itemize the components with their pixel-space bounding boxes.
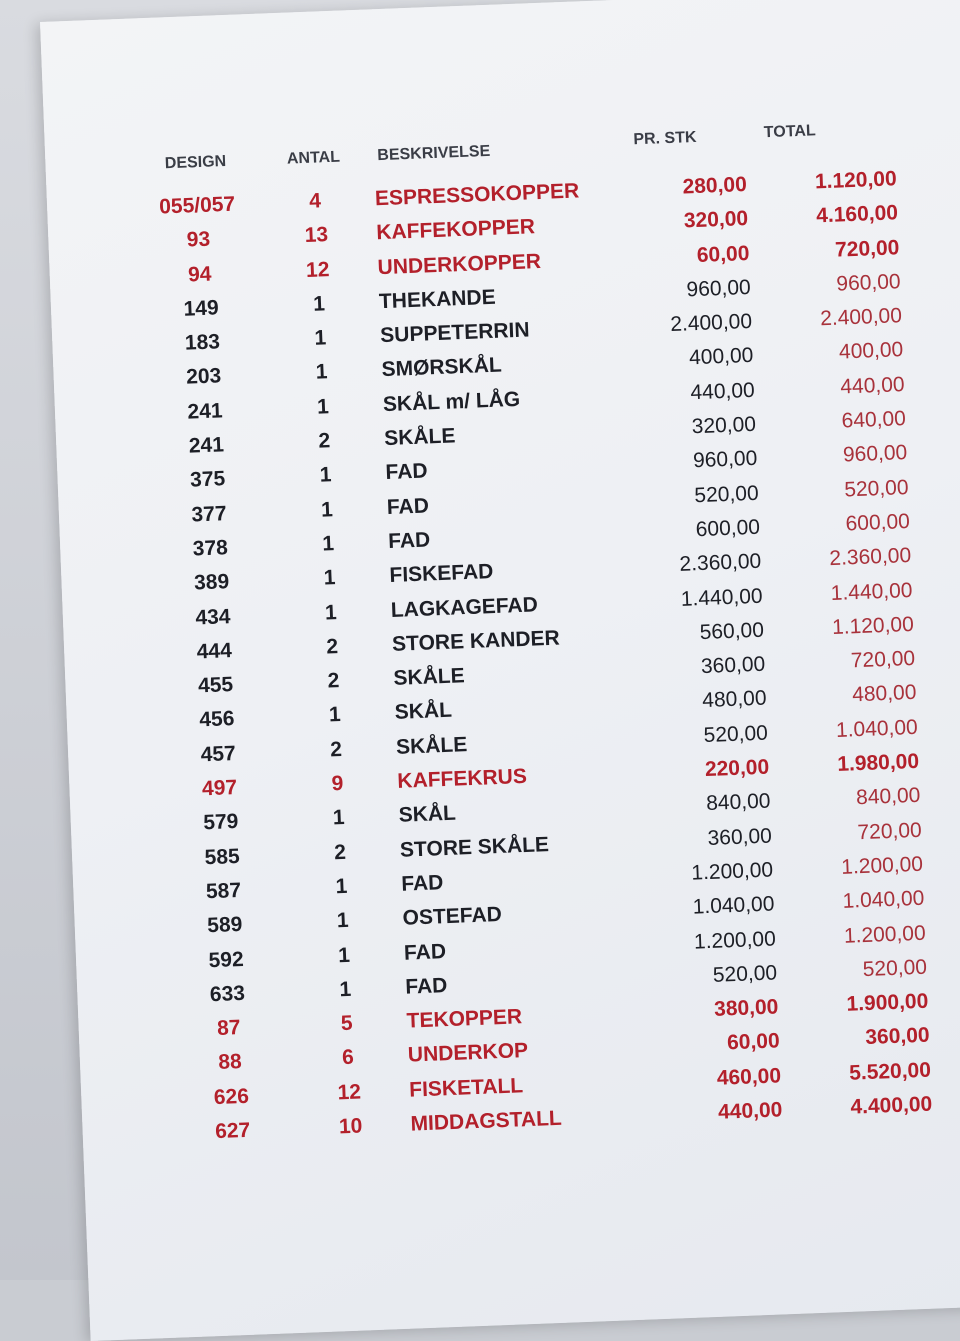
cell-pr-stk: 960,00 <box>686 275 752 302</box>
cell-design: 585 <box>204 844 241 869</box>
cell-pr-stk: 1.040,00 <box>692 892 775 919</box>
cell-beskrivelse: TEKOPPER <box>406 1005 523 1033</box>
cell-pr-stk: 440,00 <box>690 378 756 405</box>
cell-pr-stk: 220,00 <box>704 755 770 782</box>
cell-beskrivelse: LAGKAGEFAD <box>390 592 539 622</box>
cell-pr-stk: 440,00 <box>717 1098 783 1124</box>
cell-total: 4.400,00 <box>850 1092 933 1119</box>
cell-total: 1.440,00 <box>830 578 913 605</box>
cell-total: 1.040,00 <box>835 715 919 742</box>
cell-total: 400,00 <box>838 338 904 365</box>
cell-design: 456 <box>198 707 235 732</box>
cell-design: 626 <box>213 1084 250 1109</box>
cell-pr-stk: 60,00 <box>696 241 750 267</box>
cell-beskrivelse: OSTEFAD <box>402 903 503 930</box>
cell-beskrivelse: FAD <box>403 939 447 965</box>
cell-total: 5.520,00 <box>848 1058 932 1085</box>
cell-antal: 1 <box>314 326 327 350</box>
cell-pr-stk: 960,00 <box>692 447 758 473</box>
cell-antal: 13 <box>304 223 329 248</box>
cell-beskrivelse: THEKANDE <box>378 285 497 314</box>
cell-beskrivelse: STORE KANDER <box>391 626 561 656</box>
header-beskrivelse: BESKRIVELSE <box>377 142 491 165</box>
cell-pr-stk: 480,00 <box>701 687 767 713</box>
cell-design: 444 <box>196 638 233 664</box>
cell-pr-stk: 460,00 <box>716 1064 782 1090</box>
cell-beskrivelse: MIDDAGSTALL <box>410 1106 563 1136</box>
cell-pr-stk: 1.200,00 <box>690 858 774 885</box>
cell-beskrivelse: FAD <box>400 871 444 896</box>
cell-antal: 2 <box>329 737 343 762</box>
cell-antal: 1 <box>339 977 352 1002</box>
cell-design: 87 <box>216 1016 241 1041</box>
cell-pr-stk: 60,00 <box>726 1029 781 1055</box>
cell-beskrivelse: SKÅL m/ LÅG <box>382 387 521 416</box>
cell-design: 203 <box>185 364 222 390</box>
cell-pr-stk: 2.400,00 <box>669 310 753 337</box>
cell-beskrivelse: FISKETALL <box>408 1073 524 1102</box>
cell-antal: 1 <box>335 874 348 899</box>
cell-design: 149 <box>183 296 220 321</box>
cell-beskrivelse: SKÅLE <box>383 424 456 451</box>
cell-total: 1.200,00 <box>843 921 927 948</box>
cell-design: 497 <box>201 776 238 801</box>
cell-pr-stk: 320,00 <box>683 207 749 233</box>
cell-antal: 1 <box>320 497 334 522</box>
cell-antal: 9 <box>331 771 344 796</box>
cell-beskrivelse: KAFFEKRUS <box>396 764 528 793</box>
cell-total: 2.360,00 <box>828 544 912 571</box>
cell-antal: 6 <box>341 1046 355 1070</box>
cell-design: 055/057 <box>158 192 236 219</box>
cell-beskrivelse: FAD <box>385 459 428 485</box>
cell-design: 88 <box>217 1050 243 1075</box>
cell-total: 600,00 <box>845 509 911 536</box>
cell-design: 377 <box>191 501 227 527</box>
cell-antal: 4 <box>308 189 322 213</box>
cell-pr-stk: 2.360,00 <box>679 549 762 577</box>
cell-total: 520,00 <box>862 955 928 981</box>
cell-design: 633 <box>209 981 246 1007</box>
cell-design: 589 <box>206 913 243 938</box>
cell-antal: 1 <box>315 360 328 385</box>
cell-antal: 1 <box>336 909 350 933</box>
cell-pr-stk: 520,00 <box>693 481 760 507</box>
cell-total: 1.980,00 <box>836 749 920 776</box>
cell-pr-stk: 380,00 <box>713 995 779 1021</box>
cell-pr-stk: 560,00 <box>699 618 765 644</box>
cell-design: 93 <box>186 227 211 252</box>
cell-total: 1.040,00 <box>842 886 925 914</box>
cell-total: 360,00 <box>864 1024 931 1050</box>
cell-total: 480,00 <box>851 681 917 707</box>
cell-beskrivelse: ESPRESSOKOPPER <box>374 179 580 211</box>
header-antal: ANTAL <box>286 148 341 168</box>
cell-pr-stk: 360,00 <box>707 824 773 850</box>
cell-antal: 5 <box>340 1011 353 1036</box>
cell-antal: 12 <box>337 1080 362 1105</box>
cell-design: 434 <box>195 604 231 630</box>
cell-total: 1.120,00 <box>831 612 915 639</box>
cell-antal: 1 <box>323 566 336 590</box>
paper-sheet <box>40 0 960 1341</box>
cell-design: 241 <box>187 399 224 424</box>
cell-design: 457 <box>200 741 237 767</box>
cell-beskrivelse: UNDERKOP <box>407 1039 529 1068</box>
cell-antal: 2 <box>318 429 331 453</box>
cell-design: 241 <box>188 433 225 458</box>
cell-pr-stk: 1.440,00 <box>680 584 763 611</box>
cell-total: 2.400,00 <box>819 304 903 331</box>
cell-pr-stk: 840,00 <box>705 789 771 816</box>
cell-total: 1.900,00 <box>846 989 929 1016</box>
cell-design: 627 <box>214 1118 251 1144</box>
cell-total: 440,00 <box>839 372 905 399</box>
cell-total: 520,00 <box>843 475 909 502</box>
cell-antal: 2 <box>333 840 347 864</box>
cell-design: 592 <box>208 947 245 972</box>
cell-antal: 1 <box>321 532 335 556</box>
cell-beskrivelse: SMØRSKÅL <box>381 354 503 382</box>
cell-beskrivelse: KAFFEKOPPER <box>375 215 536 245</box>
cell-antal: 1 <box>324 600 338 625</box>
header-design: DESIGN <box>164 152 227 173</box>
cell-beskrivelse: UNDERKOPPER <box>377 249 542 279</box>
cell-pr-stk: 280,00 <box>682 172 748 199</box>
cell-design: 579 <box>202 810 239 835</box>
cell-antal: 1 <box>312 292 326 316</box>
price-list <box>115 122 953 1157</box>
cell-design: 183 <box>184 330 221 355</box>
cell-pr-stk: 400,00 <box>688 344 754 370</box>
cell-design: 94 <box>187 262 212 287</box>
cell-antal: 2 <box>325 634 339 659</box>
cell-total: 720,00 <box>850 647 916 673</box>
cell-antal: 12 <box>305 257 330 282</box>
cell-design: 587 <box>205 878 242 904</box>
cell-total: 720,00 <box>834 235 900 262</box>
cell-antal: 2 <box>327 669 340 693</box>
cell-beskrivelse: FISKEFAD <box>389 560 494 588</box>
cell-antal: 10 <box>338 1114 363 1139</box>
cell-beskrivelse: SKÅL <box>394 699 453 725</box>
cell-beskrivelse: SUPPETERRIN <box>379 318 530 348</box>
cell-total: 1.200,00 <box>840 852 924 879</box>
cell-beskrivelse: SKÅLE <box>393 664 466 691</box>
cell-design: 389 <box>193 570 230 595</box>
cell-antal: 1 <box>319 463 332 487</box>
cell-design: 378 <box>192 536 229 561</box>
cell-pr-stk: 1.200,00 <box>693 926 777 954</box>
cell-antal: 1 <box>328 703 342 727</box>
cell-beskrivelse: STORE SKÅLE <box>399 832 550 862</box>
header-total: TOTAL <box>763 122 816 142</box>
cell-beskrivelse: FAD <box>387 528 431 553</box>
cell-antal: 1 <box>337 943 351 967</box>
cell-design: 375 <box>189 467 226 492</box>
cell-total: 4.160,00 <box>815 201 899 228</box>
cell-antal: 1 <box>316 394 330 419</box>
cell-design: 455 <box>197 673 234 698</box>
cell-total: 720,00 <box>857 818 923 844</box>
cell-beskrivelse: FAD <box>404 973 448 999</box>
cell-total: 960,00 <box>842 441 908 467</box>
cell-beskrivelse: SKÅLE <box>395 732 468 759</box>
cell-total: 960,00 <box>835 270 902 296</box>
header-pr-stk: PR. STK <box>633 128 697 149</box>
cell-pr-stk: 320,00 <box>691 412 757 439</box>
cell-total: 1.120,00 <box>814 167 898 194</box>
cell-total: 840,00 <box>855 784 921 810</box>
table-body <box>117 166 953 1156</box>
cell-pr-stk: 360,00 <box>700 652 766 679</box>
cell-beskrivelse: SKÅL <box>398 801 457 828</box>
cell-pr-stk: 600,00 <box>695 515 761 542</box>
cell-antal: 1 <box>332 806 346 830</box>
cell-beskrivelse: FAD <box>386 494 430 519</box>
cell-pr-stk: 520,00 <box>703 721 769 747</box>
cell-pr-stk: 520,00 <box>712 961 778 987</box>
cell-total: 640,00 <box>841 407 907 433</box>
